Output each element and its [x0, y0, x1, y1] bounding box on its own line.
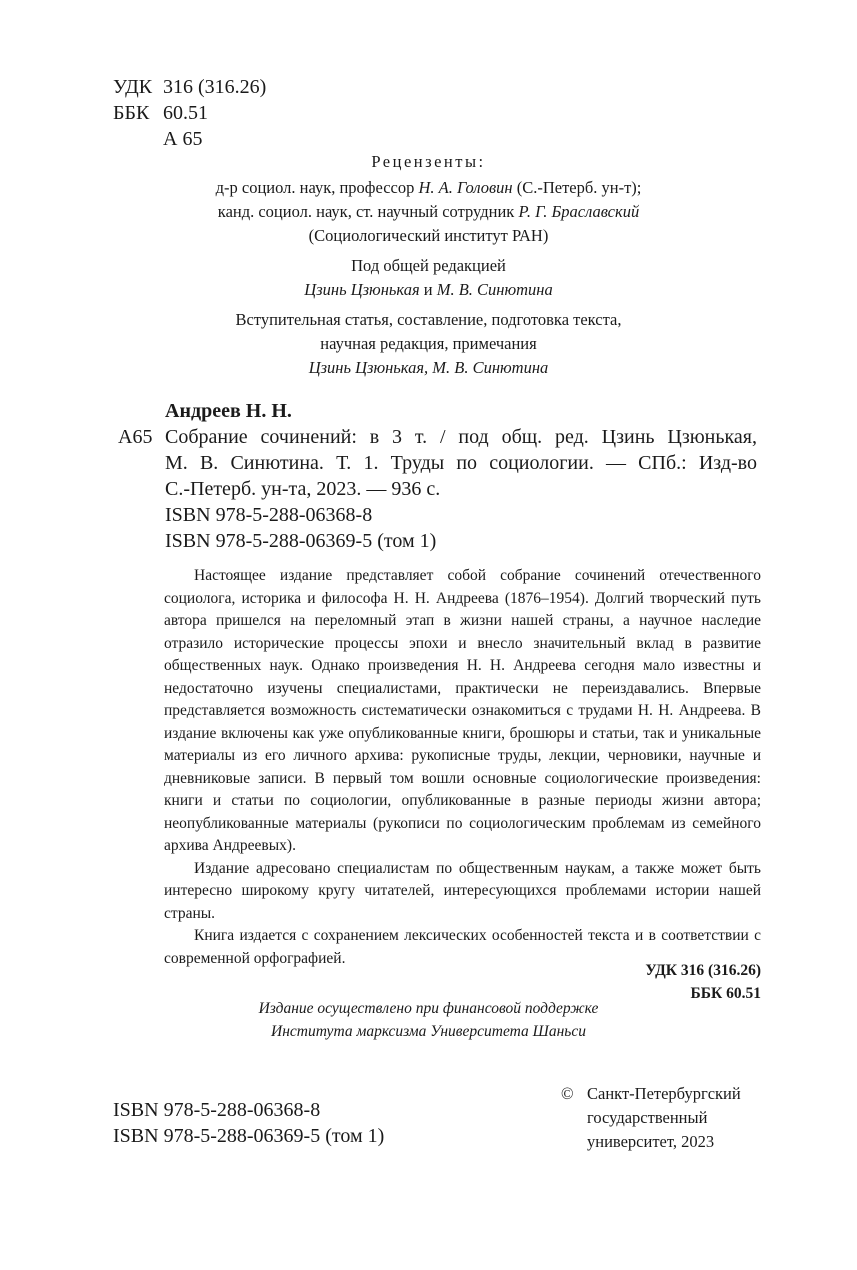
funding-note	[0, 998, 857, 1043]
intro-line-2: научная редакция, примечания	[320, 334, 537, 353]
udk-right-line: УДК 316 (316.26)	[645, 962, 761, 979]
entry-author: Андреев Н. Н.	[165, 400, 292, 422]
intro-line-1: Вступительная статья, составление, подготовка текста,	[235, 310, 622, 329]
entry-line-2	[118, 450, 757, 476]
author-mark-row	[113, 126, 266, 152]
entry-title-2: М. В. Синютина. Т. 1. Труды по социологии. — СПб.: Изд-во	[165, 452, 757, 474]
udk-row	[113, 74, 266, 100]
funding-line-2: Института марксизма Университета Шаньси	[271, 1022, 586, 1040]
intro-names: Цзинь Цзюнькая, М. В. Синютина	[308, 358, 549, 377]
udk-value: 316 (316.26)	[163, 76, 267, 98]
reviewers-heading: Рецензенты:	[371, 152, 486, 171]
entry-line-3: С.-Петерб. ун-та, 2023. — 936 с.	[165, 478, 441, 500]
reviewer-1-affiliation: (С.-Петерб. ун-т);	[512, 178, 642, 197]
isbn-bottom-1: ISBN 978-5-288-06368-8	[113, 1099, 321, 1121]
entry-title-1: Собрание сочинений: в 3 т. / под общ. ред. Цзинь Цзюнькая,	[165, 426, 757, 448]
reviewer-1-title: д-р социол. наук, профессор	[215, 178, 419, 197]
bbk-right-line: ББК 60.51	[690, 984, 761, 1002]
author-mark: А 65	[163, 128, 203, 150]
abstract-paragraph-2: Издание адресовано специалистам по общественным наукам, а также может быть интересно широкому кругу читателей, интересующихся проблемами истории нашей страны.	[164, 859, 761, 922]
entry-isbn-1: ISBN 978-5-288-06368-8	[165, 504, 373, 526]
abstract-paragraph-1: Настоящее издание представляет собой собрание сочинений отечественного социолога, историка и философа Н. Н. Андреева (1876–1954). Долгий творческий путь автора пришелся на переломный этап в жизни нашей страны, а научное наследие отразило исторические процессы эпохи и внесло значительный вклад в развитие общественных наук. Однако произведения Н. Н. Андреева сегодня мало известны и недостаточно изучены специалистами, практически не переиздавались. Впервые представляется возможность систематически ознакомиться с трудами Н. Н. Андреева. В издание включены как уже опубликованные книги, брошюры и статьи, так и уникальные материалы из его личного архива: рукописные труды, лекции, черновики, научные и дневниковые записи. В первый том вошли основные социологические произведения: книги и статьи по социологии, опубликованные в разные периоды жизни автора; неопубликованные материалы (рукописи по социологическим проблемам из семейного архива Андреевых).	[164, 567, 761, 854]
bbk-value: 60.51	[163, 102, 208, 124]
entry-code: А65	[118, 426, 153, 448]
reviewer-2-affiliation: (Социологический институт РАН)	[308, 226, 549, 245]
bibliographic-entry	[118, 398, 757, 554]
editors-conjunction: и	[419, 280, 437, 299]
editor-2: М. В. Синютина	[436, 280, 553, 299]
bbk-row	[113, 100, 266, 126]
funding-line-1: Издание осуществлено при финансовой поддержке	[258, 1000, 599, 1017]
copyright-line-2: государственный	[587, 1108, 708, 1127]
editor-1: Цзинь Цзюнькая	[304, 280, 420, 299]
isbn-bottom-2: ISBN 978-5-288-06369-5 (том 1)	[113, 1125, 385, 1147]
copyright-line-3: университет, 2023	[587, 1132, 715, 1151]
udk-label: УДК	[113, 76, 153, 98]
reviewer-2	[0, 200, 857, 224]
reviewer-1-name: Н. А. Головин	[418, 178, 513, 197]
entry-isbn-2: ISBN 978-5-288-06369-5 (том 1)	[165, 530, 437, 552]
reviewer-2-name: Р. Г. Браславский	[518, 202, 640, 221]
reviewer-1	[0, 176, 857, 200]
credits-block	[0, 150, 857, 380]
copyright-block	[561, 1082, 741, 1154]
editors-names	[0, 278, 857, 302]
reviewer-2-title: канд. социол. наук, ст. научный сотрудник	[217, 202, 519, 221]
abstract-paragraph-3: Книга издается с сохранением лексических особенностей текста и в соответствии с современной орфографией.	[164, 927, 761, 967]
copyright-icon: ©	[561, 1084, 574, 1103]
entry-line-1	[118, 424, 757, 450]
classification-block	[113, 74, 266, 152]
abstract	[164, 565, 761, 970]
editors-heading: Под общей редакцией	[351, 256, 506, 275]
isbn-bottom	[113, 1097, 384, 1149]
copyright-line-1: Санкт-Петербургский	[587, 1084, 741, 1103]
bbk-label: ББК	[113, 102, 150, 124]
